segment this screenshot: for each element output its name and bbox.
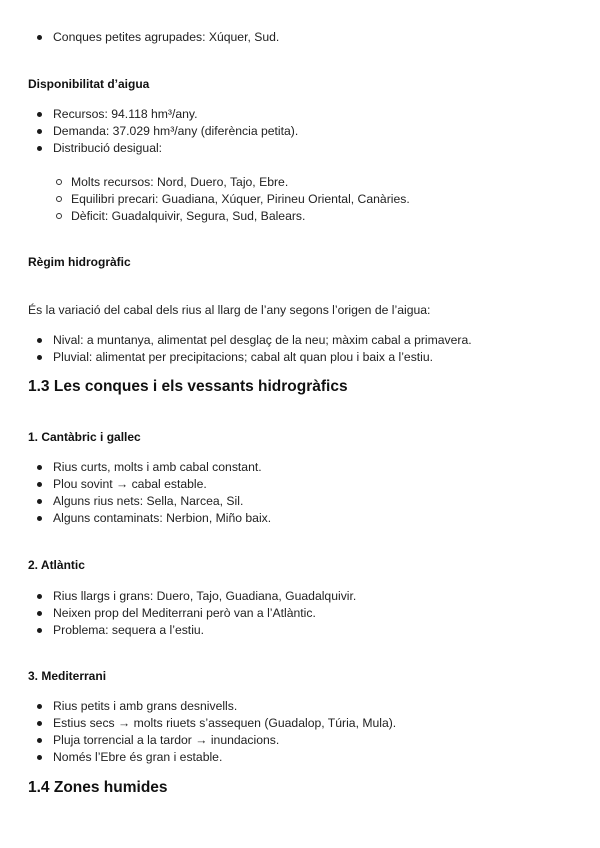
list-item-text: Pluja torrencial a la tardor → inundacions. [53,733,280,747]
bullet-icon [37,35,42,40]
list-item-text: Neixen prop del Mediterrani però van a l’Atlàntic. [53,606,316,620]
bullet-icon [37,338,42,343]
mediterrani-heading: 3. Mediterrani [28,669,107,683]
list-item [0,698,600,715]
disponibilitat-heading: Disponibilitat d’aigua [28,77,150,91]
sublist-item-text: Dèficit: Guadalquivir, Segura, Sud, Balears. [71,209,306,223]
bullet-icon [37,594,42,599]
regim-intro: És la variació del cabal dels rius al llarg de l’any segons l’origen de l’aigua: [28,303,431,317]
section-title: 1.3 Les conques i els vessants hidrogràfics [28,378,348,395]
section-title: 1.4 Zones humides [28,779,168,796]
circle-bullet-icon [56,196,62,202]
bullet-icon [37,738,42,743]
circle-bullet-icon [56,213,62,219]
bullet-icon [37,129,42,134]
list-item-text: Problema: sequera a l’estiu. [53,623,205,637]
list-item-text: Demanda: 37.029 hm³/any (diferència petita). [53,124,299,138]
bullet-icon [37,516,42,521]
list-item [0,749,600,766]
circle-bullet-icon [56,179,62,185]
list-item-text: Alguns contaminats: Nerbion, Miño baix. [53,511,272,525]
bullet-icon [37,628,42,633]
list-item [0,510,600,527]
list-item [0,732,600,749]
list-item-text: Conques petites agrupades: Xúquer, Sud. [53,30,280,44]
list-item-text: Alguns rius nets: Sella, Narcea, Sil. [53,494,244,508]
bullet-icon [37,499,42,504]
list-item-text: Rius llargs i grans: Duero, Tajo, Guadiana, Guadalquivir. [53,589,357,603]
list-item-text: Només l’Ebre és gran i estable. [53,750,223,764]
list-item [0,140,600,157]
list-item [0,476,600,493]
list-item [0,29,600,46]
list-item [0,123,600,140]
list-item-text: Estius secs → molts riuets s’assequen (Guadalop, Túria, Mula). [53,716,397,730]
sublist-item [0,208,600,225]
bullet-icon [37,465,42,470]
regim-heading: Règim hidrogràfic [28,255,131,269]
bullet-icon [37,146,42,151]
list-item-text: Rius curts, molts i amb cabal constant. [53,460,262,474]
atlantic-heading: 2. Atlàntic [28,558,85,572]
list-item [0,332,600,349]
bullet-icon [37,721,42,726]
list-item-text: Rius petits i amb grans desnivells. [53,699,238,713]
bullet-icon [37,112,42,117]
list-item [0,459,600,476]
bullet-icon [37,355,42,360]
list-item [0,349,600,366]
bullet-icon [37,755,42,760]
sublist-item [0,174,600,191]
bullet-icon [37,611,42,616]
list-item [0,588,600,605]
cantabric-heading: 1. Cantàbric i gallec [28,430,141,444]
list-item-text: Distribució desigual: [53,141,163,155]
list-item [0,106,600,123]
bullet-icon [37,482,42,487]
list-item-text: Pluvial: alimentat per precipitacions; cabal alt quan plou i baix a l’estiu. [53,350,434,364]
sublist-item [0,191,600,208]
list-item-text: Recursos: 94.118 hm³/any. [53,107,198,121]
sublist-item-text: Molts recursos: Nord, Duero, Tajo, Ebre. [71,175,289,189]
list-item-text: Plou sovint → cabal estable. [53,477,207,491]
bullet-icon [37,704,42,709]
list-item [0,493,600,510]
sublist-item-text: Equilibri precari: Guadiana, Xúquer, Pirineu Oriental, Canàries. [71,192,410,206]
list-item [0,622,600,639]
list-item-text: Nival: a muntanya, alimentat pel desglaç de la neu; màxim cabal a primavera. [53,333,472,347]
list-item [0,715,600,732]
list-item [0,605,600,622]
